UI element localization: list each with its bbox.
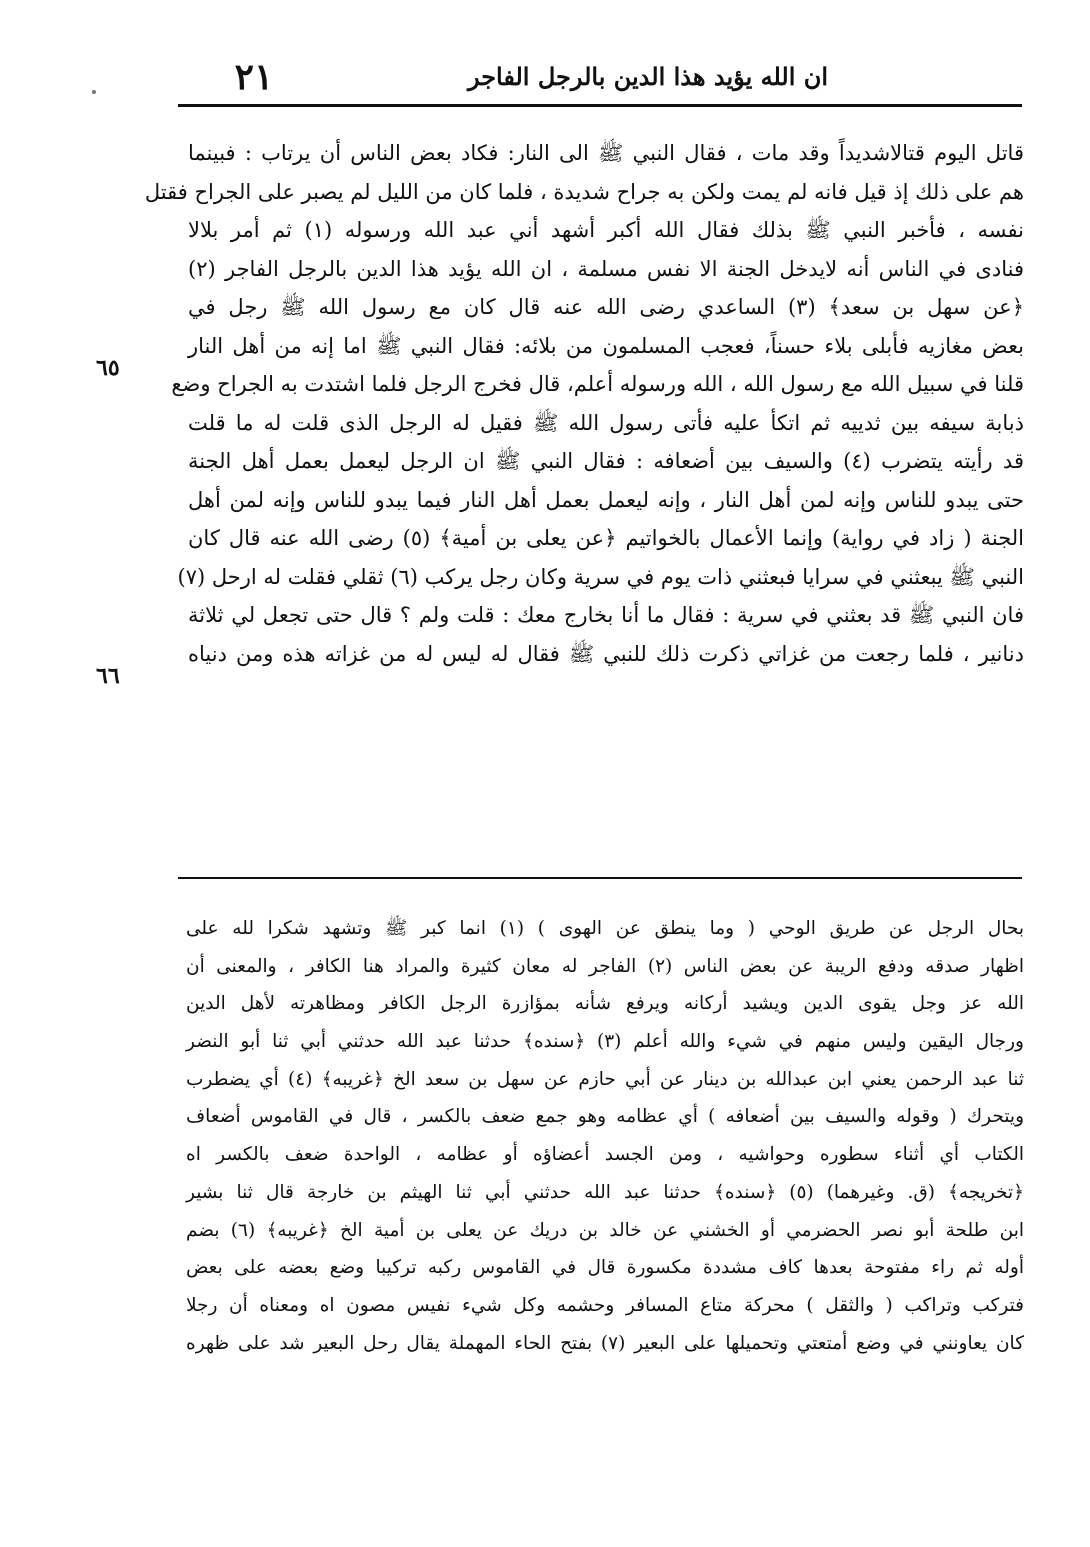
main-text-line: حتى يبدو للناس وإنه لمن أهل النار ، وإنه ليعمل بعمل أهل النار فيما يبدو للناس وإنه لمن أهل xyxy=(188,487,1024,512)
footnote-line: ثنا عبد الرحمن يعني ابن عبدالله بن دينار عن أبي حازم عن سهل بن سعد الخ ﴿غريبه﴾ (٤) أي يضطرب xyxy=(186,1068,1024,1090)
footnote-line: كان يعاونني في وضع أمتعتي وتحميلها على البعير (٧) بفتح الحاء المهملة يقال رحل البعير شد على ظهره xyxy=(186,1332,1024,1354)
scan-speck xyxy=(92,90,96,94)
footnote-line: الكتاب أي أثناء سطوره وحواشيه ، ومن الجسد أعضاؤه أو عظامه ، الواحدة ضعف بالكسر اه xyxy=(186,1144,1024,1166)
main-text-line: قاتل اليوم قتالاشديداً وقد مات ، فقال النبي ﷺ الى النار: فكاد بعض الناس أن يرتاب : فبينما xyxy=(188,141,1024,165)
footnote-line: ورجال اليقين وليس منهم في شيء والله أعلم (٣) ﴿سنده﴾ حدثنا عبد الله حدثني أبي ثنا أبو النضر xyxy=(186,1031,1024,1053)
page-header xyxy=(178,52,1022,108)
footnote-line: ابن طلحة أبو نصر الحضرمي أو الخشني عن خالد بن دريك عن يعلى بن أمية الخ ﴿غريبه﴾ (٦) بضم xyxy=(186,1219,1025,1241)
footnote-rule xyxy=(178,877,1022,879)
main-text-line: فنادى في الناس أنه لايدخل الجنة الا نفس مسلمة ، ان الله يؤيد هذا الدين بالرجل الفاجر (٢) xyxy=(188,256,1024,281)
footnote-line: ويتحرك ( وقوله والسيف بين أضعافه ) أي عظامه وهو جمع ضعف بالكسر ، قال في القاموس أضعاف xyxy=(186,1106,1024,1128)
hadith-number: ٦٥ xyxy=(96,355,120,381)
main-text-line: قد رأيته يتضرب (٤) والسيف بين أضعافه : فقال النبي ﷺ ان الرجل ليعمل بعمل أهل الجنة xyxy=(188,449,1024,473)
main-text-line: هم على ذلك إذ قيل فانه لم يمت ولكن به جراح شديدة ، فلما كان من الليل لم يصبر على الجراح فقتل xyxy=(144,179,1024,204)
hadith-number: ٦٦ xyxy=(96,663,120,689)
page-number: ٢١ xyxy=(234,56,274,98)
footnote-line: بحال الرجل عن طريق الوحي ( وما ينطق عن الهوى ) (١) انما كبر ﷺ وتشهد شكرا لله على xyxy=(186,918,1024,939)
main-text-line: قلنا في سبيل الله مع رسول الله ، الله ورسوله أعلم، قال فخرج الرجل فلما اشتدت به الجراح وضع xyxy=(171,372,1024,396)
main-text-line: الجنة ( زاد في رواية) وإنما الأعمال بالخواتيم ﴿عن يعلى بن أمية﴾ (٥) رضى الله عنه قال كان xyxy=(188,526,1024,550)
main-text-line: ﴿عن سهل بن سعد﴾ (٣) الساعدي رضى الله عنه قال كان مع رسول الله ﷺ رجل في xyxy=(188,295,1025,319)
main-text-line: بعض مغازيه فأبلى بلاء حسناً، فعجب المسلمون من بلائه: فقال النبي ﷺ اما إنه من أهل النار xyxy=(188,333,1024,358)
running-title: ان الله يؤيد هذا الدين بالرجل الفاجر xyxy=(467,62,829,91)
main-text-line: النبي ﷺ يبعثني في سرايا فبعثني ذات يوم في سرية وكان رجل يركب (٦) ثقلي فقلت له ارحل (٧) xyxy=(177,564,1024,589)
main-text-line: فان النبي ﷺ قد بعثني في سرية : فقال ما أنا بخارج معك : قلت ولم ؟ قال حتى تجعل لي ثلاثة xyxy=(188,603,1024,627)
main-text xyxy=(144,134,1025,673)
footnote-line: أوله ثم راء مفتوحة بعدها كاف مشددة مكسورة قال في القاموس ركبه تركيبا وضع بعضه على بعض xyxy=(186,1257,1024,1279)
header-rule xyxy=(178,104,1022,107)
main-text-line: دنانير ، فلما رجعت من غزاتي ذكرت ذلك للنبي ﷺ فقال له ليس له من غزاته هذه ومن دنياه xyxy=(188,641,1024,666)
footnote-line: فتركب وتراكب ( والثقل ) محركة متاع المسافر وحشمه وكل شيء نفيس مصون اه ومعناه أن رجلا xyxy=(186,1294,1024,1316)
footnotes xyxy=(186,910,1024,1362)
footnote-line: الله عز وجل يقوى الدين ويشيد أركانه ويرفع شأنه بمؤازرة الرجل الكافر ومظاهرته لأهل الدين xyxy=(186,993,1024,1015)
main-text-line: ذبابة سيفه بين ثدييه ثم اتكأ عليه فأتى رسول الله ﷺ فقيل له الرجل الذى قلت له ما قلت xyxy=(188,410,1024,435)
footnote-line: اظهار صدقه ودفع الريبة عن بعض الناس (٢) الفاجر له معان كثيرة والمراد هنا الكافر ، والمعنى أن xyxy=(186,955,1024,977)
main-text-line: نفسه ، فأخبر النبي ﷺ بذلك فقال الله أكبر أشهد أني عبد الله ورسوله (١) ثم أمر بلالا xyxy=(188,218,1024,242)
footnote-line: ﴿تخريجه﴾ (ق. وغيرهما) (٥) ﴿سنده﴾ حدثنا عبد الله حدثني أبي ثنا الهيثم بن خارجة قال ثنا بشير xyxy=(186,1181,1024,1203)
